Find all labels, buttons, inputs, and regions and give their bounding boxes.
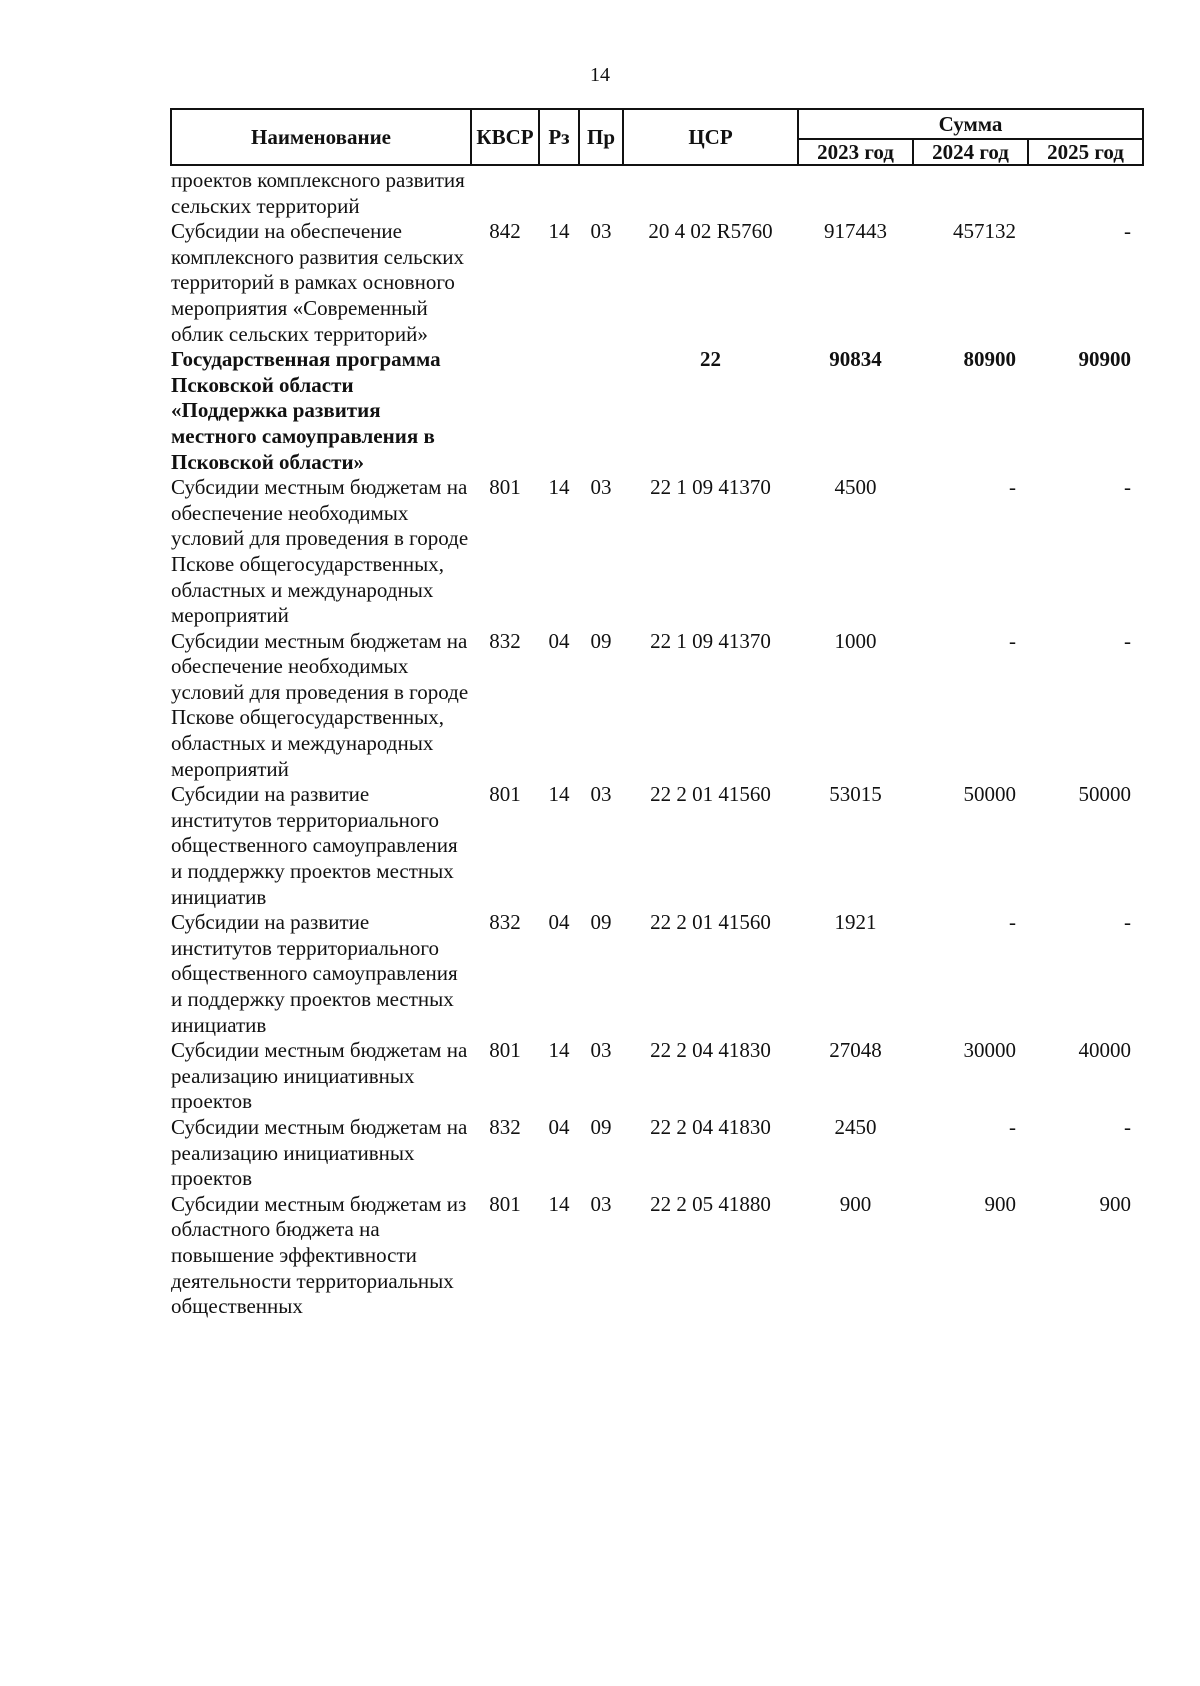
row-sum-2025 bbox=[1028, 165, 1143, 219]
row-sum-2023: 917443 bbox=[824, 219, 887, 244]
header-csr: ЦСР bbox=[623, 109, 798, 165]
row-sum-2024: 900 bbox=[984, 1191, 1016, 1216]
row-rz: 04 bbox=[548, 910, 570, 935]
row-sum-2024: - bbox=[1009, 628, 1016, 653]
row-sum-2024: 80900 bbox=[963, 347, 1016, 372]
row-sum-2025: 90900 bbox=[1078, 347, 1131, 372]
header-year-2024: 2024 год bbox=[913, 139, 1028, 165]
row-pr: 09 bbox=[590, 910, 612, 935]
row-sum-2025: 50000 bbox=[1078, 782, 1131, 807]
row-kvsr bbox=[471, 347, 539, 475]
table-body bbox=[171, 165, 1143, 1320]
row-sum-2025: - bbox=[1124, 628, 1131, 653]
row-kvsr: 801 bbox=[489, 1038, 521, 1063]
row-kvsr: 832 bbox=[489, 910, 521, 935]
header-sum: Сумма bbox=[798, 109, 1143, 139]
table-row bbox=[171, 219, 1143, 347]
header-rz: Рз bbox=[539, 109, 579, 165]
row-pr bbox=[579, 165, 623, 219]
header-year-2025: 2025 год bbox=[1028, 139, 1143, 165]
page-number: 14 bbox=[590, 64, 610, 86]
table-row bbox=[171, 1192, 1143, 1320]
row-sum-2025: 900 bbox=[1099, 1191, 1131, 1216]
table-row bbox=[171, 910, 1143, 1038]
row-rz bbox=[539, 347, 579, 475]
row-csr: 22 2 01 41560 bbox=[650, 782, 771, 807]
row-sum-2023: 90834 bbox=[829, 347, 882, 372]
row-csr: 22 1 09 41370 bbox=[650, 628, 771, 653]
row-pr: 03 bbox=[590, 782, 612, 807]
row-pr: 03 bbox=[590, 1191, 612, 1216]
row-rz: 14 bbox=[548, 475, 570, 500]
table-header bbox=[171, 109, 1143, 165]
row-name: проектов комплексного развития сельских территорий bbox=[171, 168, 465, 218]
row-sum-2023: 53015 bbox=[829, 782, 882, 807]
table-row bbox=[171, 629, 1143, 783]
row-sum-2023: 1000 bbox=[834, 628, 877, 653]
row-kvsr: 832 bbox=[489, 628, 521, 653]
table-row bbox=[171, 1115, 1143, 1192]
row-sum-2023 bbox=[798, 165, 913, 219]
row-csr: 22 2 04 41830 bbox=[650, 1038, 771, 1063]
row-csr: 22 2 04 41830 bbox=[650, 1114, 771, 1139]
row-name: Субсидии на обеспечение комплексного развития сельских территорий в рамках основного мероприятия «Современный облик сельских территорий» bbox=[171, 219, 464, 346]
row-rz: 14 bbox=[548, 219, 570, 244]
row-csr: 22 1 09 41370 bbox=[650, 475, 771, 500]
row-name: Субсидии местным бюджетам на реализацию инициативных проектов bbox=[171, 1038, 468, 1114]
row-kvsr: 801 bbox=[489, 1191, 521, 1216]
row-sum-2024: 30000 bbox=[963, 1038, 1016, 1063]
row-name: Субсидии местным бюджетам на реализацию инициативных проектов bbox=[171, 1114, 468, 1191]
row-pr: 03 bbox=[590, 1038, 612, 1063]
row-name: Субсидии на развитие институтов территориального общественного самоуправления и поддержку проектов местных инициатив bbox=[171, 910, 458, 1037]
header-name: Наименование bbox=[171, 109, 471, 165]
row-sum-2025: 40000 bbox=[1078, 1038, 1131, 1063]
row-sum-2024: - bbox=[1009, 1114, 1016, 1139]
row-name: Субсидии на развитие институтов территориального общественного самоуправления и поддержку проектов местных инициатив bbox=[171, 782, 458, 909]
row-pr: 03 bbox=[590, 475, 612, 500]
row-sum-2023: 27048 bbox=[829, 1038, 882, 1063]
header-kvsr: КВСР bbox=[471, 109, 539, 165]
row-kvsr: 801 bbox=[489, 782, 521, 807]
row-sum-2025: - bbox=[1124, 475, 1131, 500]
row-name: Субсидии местным бюджетам на обеспечение необходимых условий для проведения в городе Пскове общегосударственных, областных и международных мероприятий bbox=[171, 475, 469, 628]
table-row-program bbox=[171, 347, 1143, 475]
row-csr: 22 2 05 41880 bbox=[650, 1191, 771, 1216]
row-pr: 09 bbox=[590, 1114, 612, 1139]
table-row bbox=[171, 1038, 1143, 1115]
row-kvsr: 842 bbox=[489, 219, 521, 244]
row-rz bbox=[539, 165, 579, 219]
row-sum-2023: 1921 bbox=[834, 910, 877, 935]
row-rz: 14 bbox=[548, 1191, 570, 1216]
row-pr: 03 bbox=[590, 219, 612, 244]
row-kvsr: 832 bbox=[489, 1114, 521, 1139]
row-rz: 14 bbox=[548, 1038, 570, 1063]
table-row bbox=[171, 782, 1143, 910]
budget-table bbox=[170, 108, 1144, 1320]
row-rz: 04 bbox=[548, 1114, 570, 1139]
row-csr: 22 2 01 41560 bbox=[650, 910, 771, 935]
row-kvsr: 801 bbox=[489, 475, 521, 500]
row-name: Субсидии местным бюджетам из областного бюджета на повышение эффективности деятельности территориальных общественных bbox=[171, 1191, 467, 1319]
row-sum-2024 bbox=[913, 165, 1028, 219]
table-row bbox=[171, 475, 1143, 629]
header-year-2023: 2023 год bbox=[798, 139, 913, 165]
row-csr bbox=[623, 165, 798, 219]
row-sum-2023: 4500 bbox=[834, 475, 877, 500]
row-name: Государственная программа Псковской области «Поддержка развития местного самоуправления в Псковской области» bbox=[171, 347, 441, 474]
row-pr bbox=[579, 347, 623, 475]
row-csr: 20 4 02 R5760 bbox=[648, 219, 773, 244]
row-pr: 09 bbox=[590, 628, 612, 653]
row-rz: 14 bbox=[548, 782, 570, 807]
row-rz: 04 bbox=[548, 628, 570, 653]
row-sum-2023: 900 bbox=[839, 1191, 872, 1216]
row-sum-2024: 50000 bbox=[963, 782, 1016, 807]
row-kvsr bbox=[471, 165, 539, 219]
row-sum-2024: - bbox=[1009, 910, 1016, 935]
row-name: Субсидии местным бюджетам на обеспечение необходимых условий для проведения в городе Пскове общегосударственных, областных и международных мероприятий bbox=[171, 628, 469, 781]
row-sum-2025: - bbox=[1124, 219, 1131, 244]
row-sum-2024: 457132 bbox=[953, 219, 1016, 244]
row-sum-2025: - bbox=[1124, 910, 1131, 935]
row-sum-2023: 2450 bbox=[834, 1114, 877, 1139]
table-row bbox=[171, 165, 1143, 219]
header-pr: Пр bbox=[579, 109, 623, 165]
row-sum-2025: - bbox=[1124, 1114, 1131, 1139]
row-csr: 22 bbox=[700, 347, 721, 372]
row-sum-2024: - bbox=[1009, 475, 1016, 500]
